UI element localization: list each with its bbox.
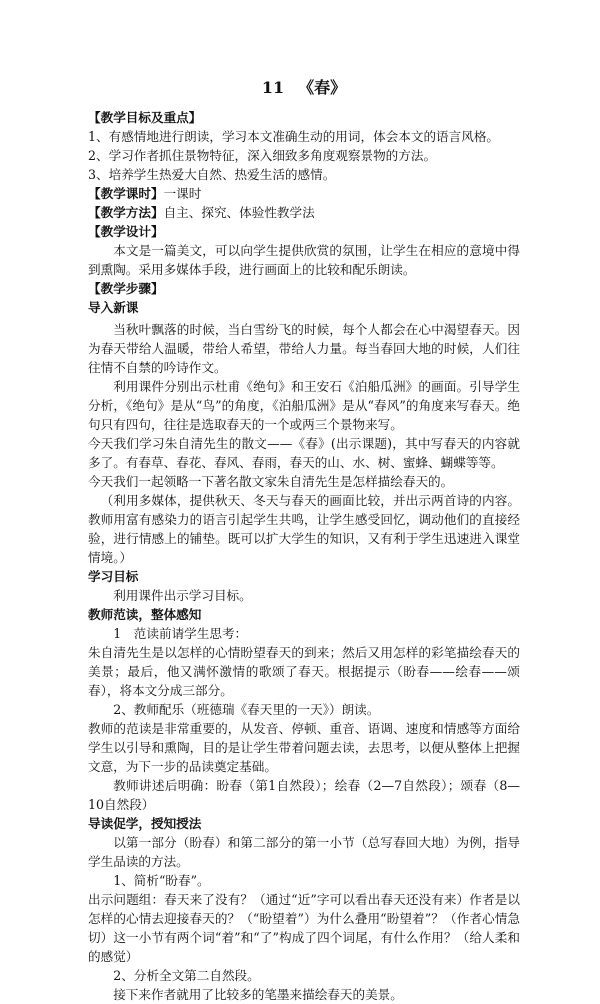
guide-paragraph: 出示问题组：春天来了没有？（通过“近”字可以看出春天还没有来）作者是以怎样的心情去迎接春天的？（“盼望着”）为什么叠用“盼望着”？（作者心情急切）这一小节有两个词“着”和“了”构成了四个词尾，有什么作用？（给人柔和的感觉） [88, 892, 520, 964]
guide-item: 2、分析全文第二自然段。 [113, 968, 260, 983]
intro-paragraph: （利用多媒体，提供秋天、冬天与春天的画面比较，并出示两首诗的内容。教师用富有感染力的语言引起学生共鸣，让学生感受回忆，调动他们的直接经验，进行情感上的铺垫。既可以扩大学生的知识，又有利于学生迅速进入课堂情境。） [88, 493, 520, 565]
objective-item: 1、有感情地进行朗读，学习本文准确生动的用词，体会本文的语言风格。 [88, 129, 500, 144]
intro-paragraph: 当秋叶飘落的时候，当白雪纷飞的时候，每个人都会在心中渴望春天。因为春天带给人温暖，带给人希望，带给人力量。每当春回大地的时候，人们往往情不自禁的吟诗作文。 [88, 322, 520, 375]
reading-paragraph: 朱自清先生是以怎样的心情盼望春天的到来；然后又用怎样的彩笔描绘春天的美景；最后，他又满怀激情的歌颂了春天。根据提示（盼春——绘春——颂春），将本文分成三部分。 [88, 645, 520, 698]
reading-paragraph: 教师的范读是非常重要的，从发音、停顿、重音、语调、速度和情感等方面给学生以引导和熏陶，目的是让学生带着问题去读，去思考，以便从整体上把握文意，为下一步的品读奠定基础。 [88, 721, 520, 774]
document-page [88, 78, 520, 1004]
method-row [88, 203, 520, 222]
guide-item: 1、简析“盼春”。 [113, 873, 210, 888]
intro-paragraph: 今天我们学习朱自清先生的散文——《春》(出示课题)，其中写春天的内容就多了。有春草、春花、春风、春雨，春天的山、水、树、蜜蜂、蝴蝶等等。 [88, 436, 520, 470]
design-heading: 【教学设计】 [88, 224, 164, 239]
guide-paragraph: 以第一部分（盼春）和第二部分的第一小节（总写春回大地）为例，指导学生品读的方法。 [88, 835, 520, 869]
design-text: 本文是一篇美文，可以向学生提供欣赏的氛围，让学生在相应的意境中得到熏陶。采用多媒体手段，进行画面上的比较和配乐朗读。 [88, 243, 520, 277]
method-label: 【教学方法】 [88, 205, 164, 220]
intro-paragraph: 利用课件分别出示杜甫《绝句》和王安石《泊船瓜洲》的画面。引导学生分析，《绝句》是从“鸟”的角度，《泊船瓜洲》是从“春风”的角度来写春天。绝句只有四句，往往是选取春天的一个或两三个景物来写。 [88, 379, 520, 432]
hours-label: 【教学课时】 [88, 186, 164, 201]
lesson-number: 11 [261, 78, 285, 97]
lesson-title: 《春》 [298, 78, 347, 97]
intro-heading: 导入新课 [88, 300, 139, 315]
guide-paragraph: 接下来作者就用了比较多的笔墨来描绘春天的美景。 [113, 987, 403, 1002]
hours-row [88, 184, 520, 203]
page-title [88, 78, 520, 98]
objective-item: 2、学习作者抓住景物特征，深入细致多角度观察景物的方法。 [88, 148, 437, 163]
guide-heading: 导读促学，授知授法 [88, 816, 202, 831]
steps-heading: 【教学步骤】 [88, 281, 164, 296]
goals-heading: 学习目标 [88, 569, 139, 584]
reading-heading: 教师范读，整体感知 [88, 607, 202, 622]
goals-text: 利用课件出示学习目标。 [113, 588, 252, 603]
reading-paragraph: 教师讲述后明确：盼春（第1自然段）；绘春（2—7自然段）；颂春（8—10自然段） [88, 778, 520, 812]
objectives-heading: 【教学目标及重点】 [88, 110, 202, 125]
method-value: 自主、探究、体验性教学法 [163, 205, 315, 220]
reading-item: 1 范读前请学生思考： [113, 626, 248, 641]
intro-paragraph: 今天我们一起领略一下著名散文家朱自清先生是怎样描绘春天的。 [88, 474, 454, 489]
objective-item: 3、培养学生热爱大自然、热爱生活的感情。 [88, 167, 336, 182]
hours-value: 一课时 [163, 186, 202, 201]
reading-item: 2、教师配乐（班德瑞《春天里的一天》）朗读。 [113, 702, 380, 717]
